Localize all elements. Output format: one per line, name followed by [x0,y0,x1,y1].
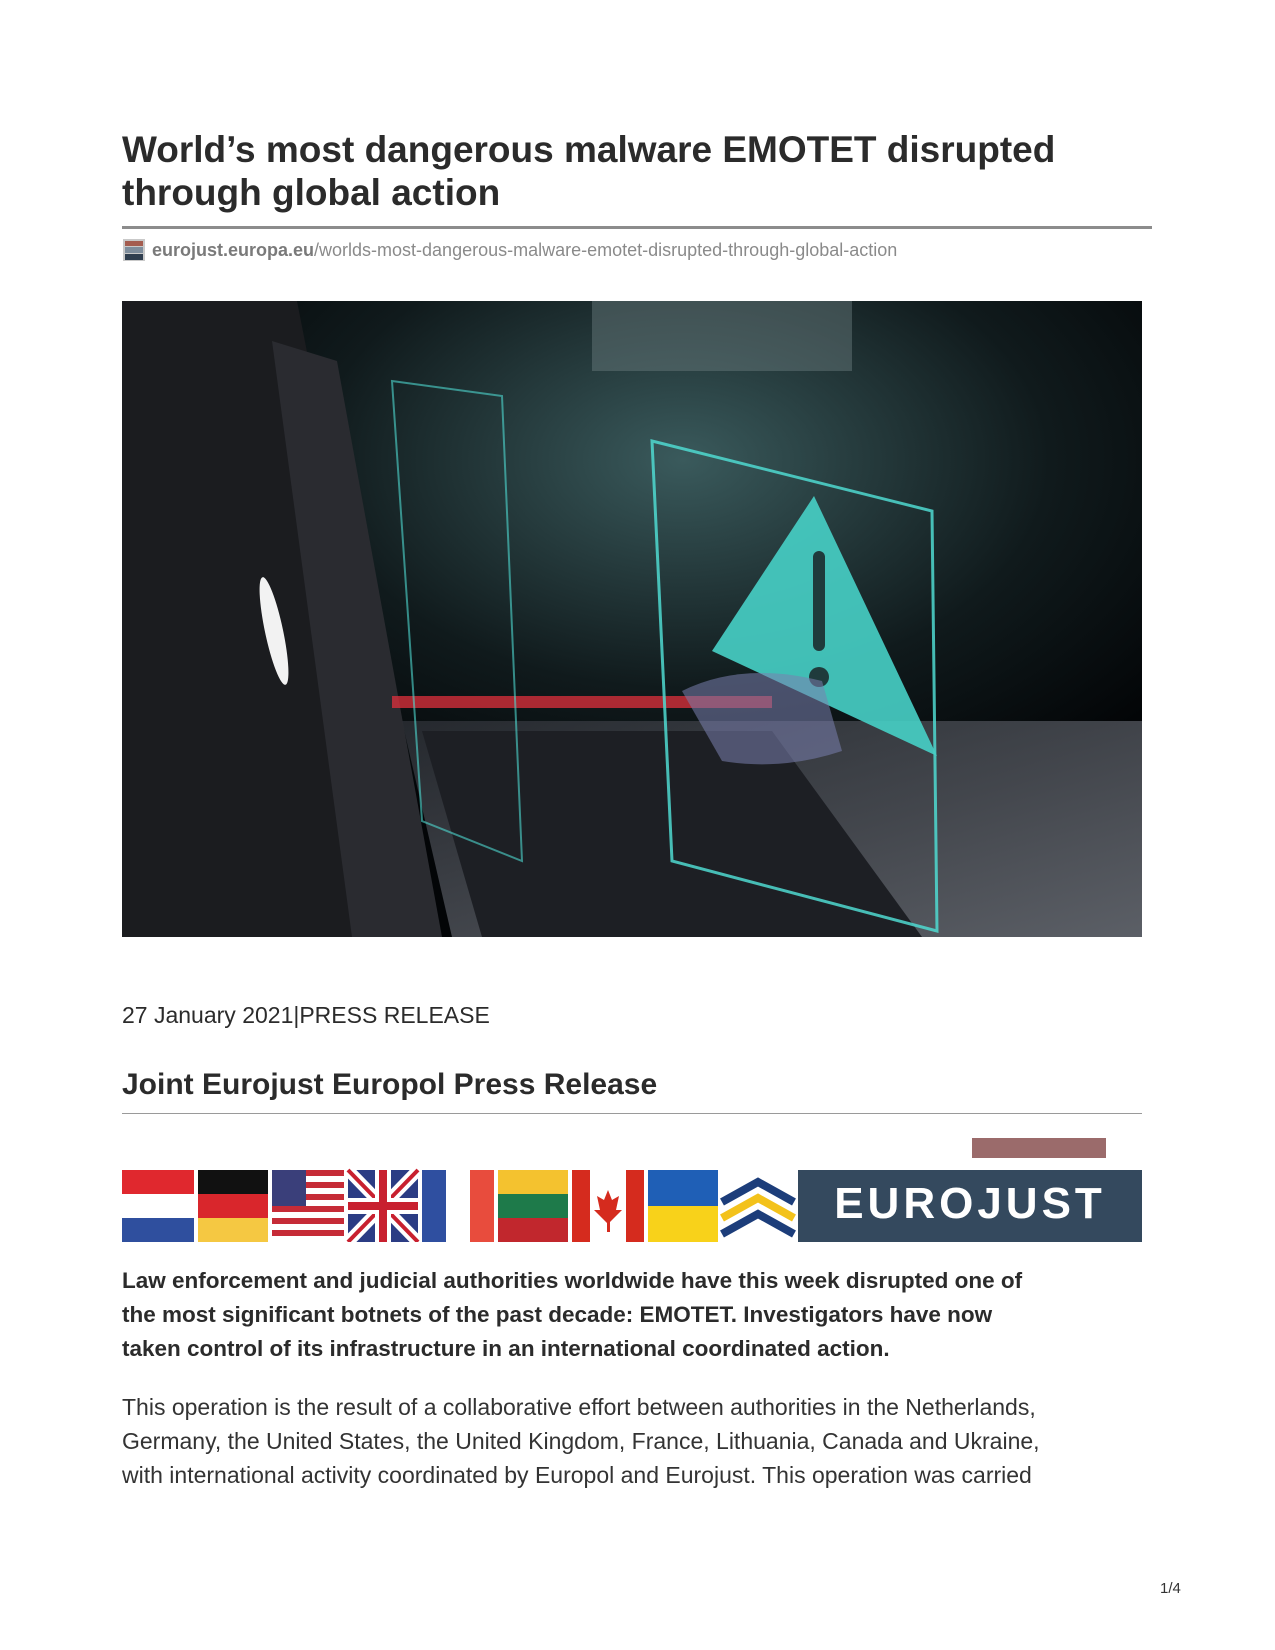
source-link[interactable] [122,238,897,262]
article-category: PRESS RELEASE [299,1002,490,1028]
source-domain: eurojust.europa.eu [152,239,315,260]
eurojust-logo-text: EUROJUST [834,1179,1106,1228]
lead-paragraph [122,1264,1152,1366]
partner-flags-banner [122,1138,1142,1242]
lead-line-3: taken control of its infrastructure in an international coordinated action. [122,1336,890,1361]
flag-united-kingdom-icon [348,1170,418,1242]
eurojust-logo-accent [972,1138,1106,1158]
section-heading: Joint Eurojust Europol Press Release [122,1068,658,1101]
lead-line-2: the most significant botnets of the past decade: EMOTET. Investigators have now [122,1302,993,1327]
article-title-line-2: through global action [122,172,501,213]
flag-united-states-icon [272,1170,344,1242]
body-line-1: This operation is the result of a collaborative effort between authorities in the Netherlands, [122,1394,1036,1420]
flag-france-icon [422,1170,494,1242]
dateline-separator: | [293,1002,300,1028]
title-divider [122,226,1152,229]
body-paragraph [122,1390,1152,1492]
europol-logo-icon [722,1170,794,1242]
article-title [122,128,1152,214]
article-title-line-1: World’s most dangerous malware EMOTET disrupted [122,129,1056,170]
flag-lithuania-icon [498,1170,568,1242]
body-line-2: Germany, the United States, the United Kingdom, France, Lithuania, Canada and Ukraine, [122,1428,1040,1454]
eurojust-favicon-icon [122,238,146,262]
source-path: /worlds-most-dangerous-malware-emotet-disrupted-through-global-action [314,239,898,260]
dateline [122,1002,490,1029]
body-line-3: with international activity coordinated by Europol and Eurojust. This operation was carried [122,1462,1032,1488]
flag-ukraine-icon [648,1170,718,1242]
section-divider [122,1113,1142,1114]
flag-netherlands-icon [122,1170,194,1242]
flag-germany-icon [198,1170,268,1242]
publish-date: 27 January 2021 [122,1002,294,1028]
flag-canada-icon [572,1170,644,1242]
page-indicator: 1/4 [1160,1580,1181,1597]
hero-image [122,301,1142,937]
lead-line-1: Law enforcement and judicial authorities worldwide have this week disrupted one of [122,1268,1023,1293]
